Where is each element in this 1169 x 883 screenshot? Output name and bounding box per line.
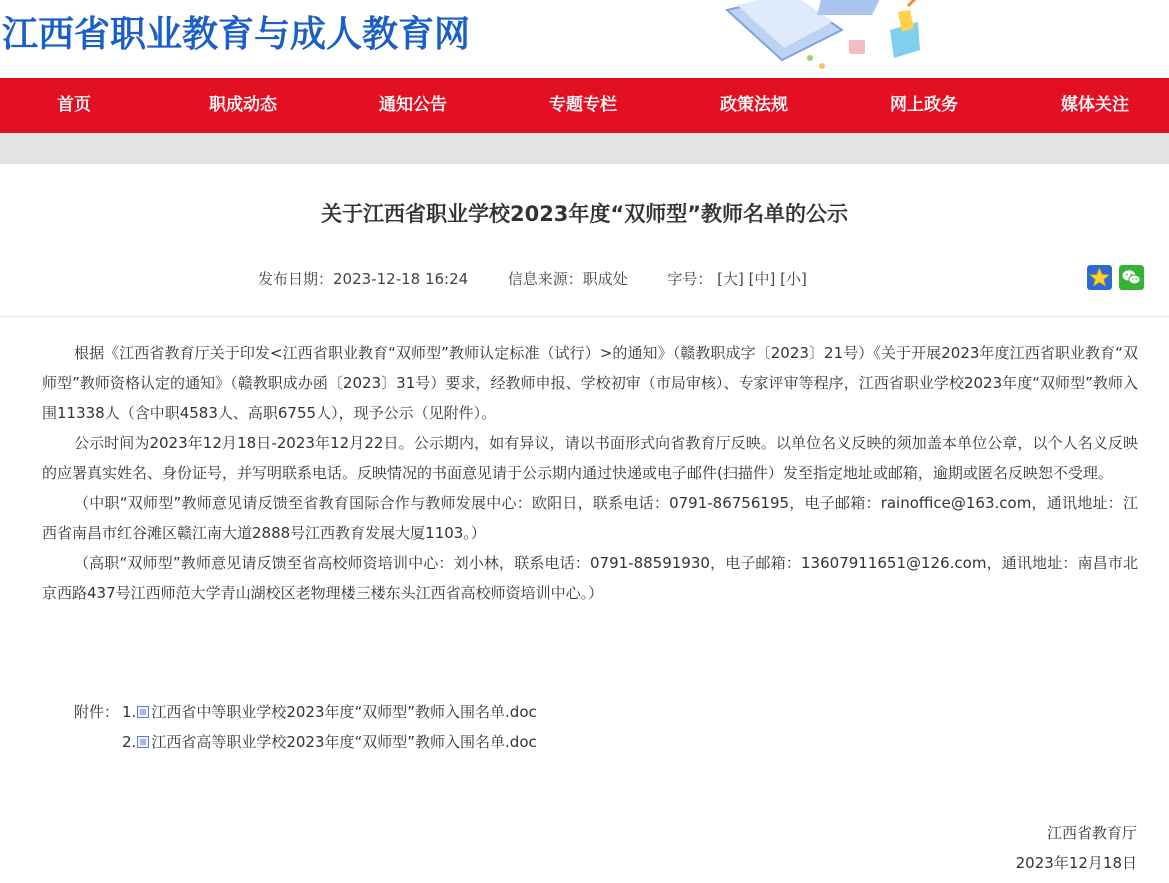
nav-item-news[interactable]: 职成动态 bbox=[209, 95, 277, 115]
source-label: 信息来源： bbox=[507, 270, 583, 288]
paragraph: （中职“双师型”教师意见请反馈至省教育国际合作与教师发展中心：欧阳日，联系电话：0791-86756195，电子邮箱：rainoffice@163.com，通讯地址：江西省南昌市红谷滩区赣江南大道2888号江西教育发展大厦1103。） bbox=[42, 494, 1138, 542]
books-illustration-icon bbox=[722, 0, 932, 78]
attachment-row bbox=[74, 727, 537, 757]
attachment-index: 1. bbox=[122, 703, 137, 721]
attachment-link-2[interactable] bbox=[122, 727, 537, 757]
attachments bbox=[74, 697, 537, 757]
attachment-name: 江西省中等职业学校2023年度“双师型”教师入围名单.doc bbox=[151, 703, 537, 721]
font-size-small-button[interactable]: [小] bbox=[780, 270, 807, 288]
nav-item-online-services[interactable]: 网上政务 bbox=[890, 95, 958, 115]
wechat-share-icon[interactable] bbox=[1119, 265, 1144, 290]
divider bbox=[0, 316, 1169, 317]
site-title[interactable]: 江西省职业教育与成人教育网 bbox=[2, 14, 471, 55]
attachments-label: 附件： bbox=[74, 703, 120, 721]
attachment-link-1[interactable] bbox=[122, 697, 537, 727]
nav-item-notices[interactable]: 通知公告 bbox=[379, 95, 447, 115]
doc-file-icon bbox=[137, 736, 149, 748]
main-nav bbox=[0, 78, 1169, 133]
attachment-name: 江西省高等职业学校2023年度“双师型”教师入围名单.doc bbox=[151, 733, 537, 751]
doc-file-icon bbox=[137, 706, 149, 718]
star-share-icon[interactable] bbox=[1087, 265, 1112, 290]
source: 职成处 bbox=[582, 270, 628, 288]
signature-date: 2023年12月18日 bbox=[1015, 854, 1137, 872]
publish-date: 2023-12-18 16:24 bbox=[333, 270, 469, 288]
site-header bbox=[0, 0, 1169, 78]
article-title: 关于江西省职业学校2023年度“双师型”教师名单的公示 bbox=[320, 202, 849, 226]
attachment-row bbox=[74, 697, 537, 727]
date-label: 发布日期： bbox=[258, 270, 334, 288]
font-size-label: 字号： bbox=[667, 270, 713, 288]
paragraph: 根据《江西省教育厅关于印发<江西省职业教育“双师型”教师认定标准（试行）>的通知》（赣教职成字〔2023〕21号）《关于开展2023年度江西省职业教育“双师型”教师资格认定的通知》（赣教职成办函〔2023〕31号）要求，经教师申报、学校初审（市局审核）、专家评审等程序，江西省职业学校2023年度“双师型”教师入围11338人（含中职4583人、高职6755人），现予公示（见附件）。 bbox=[42, 344, 1138, 422]
attachment-index: 2. bbox=[122, 733, 137, 751]
nav-item-topics[interactable]: 专题专栏 bbox=[549, 95, 617, 115]
signature bbox=[1016, 818, 1137, 878]
font-size-medium-button[interactable]: [中] bbox=[748, 270, 776, 288]
share-buttons bbox=[1087, 265, 1144, 290]
article-meta bbox=[258, 268, 807, 289]
paragraph: 公示时间为2023年12月18日-2023年12月22日。公示期内，如有异议，请以书面形式向省教育厅反映。以单位名义反映的须加盖本单位公章，以个人名义反映的应署真实姓名、身份证号，并写明联系电话。反映情况的书面意见请于公示期内通过快递或电子邮件(扫描件）发至指定地址或邮箱，逾期或匿名反映恕不受理。 bbox=[42, 434, 1138, 482]
nav-item-policies[interactable]: 政策法规 bbox=[720, 95, 788, 115]
article-body bbox=[42, 338, 1138, 608]
sub-bar bbox=[0, 133, 1169, 164]
paragraph: （高职“双师型”教师意见请反馈至省高校师资培训中心：刘小林，联系电话：0791-88591930，电子邮箱：13607911651@126.com，通讯地址：南昌市北京西路437号江西师范大学青山湖校区老物理楼三楼东头江西省高校师资培训中心。） bbox=[42, 554, 1138, 602]
nav-item-home[interactable]: 首页 bbox=[57, 95, 91, 115]
nav-item-media[interactable]: 媒体关注 bbox=[1061, 95, 1129, 115]
font-size-large-button[interactable]: [大] bbox=[717, 270, 744, 288]
signature-org: 江西省教育厅 bbox=[1046, 824, 1137, 842]
